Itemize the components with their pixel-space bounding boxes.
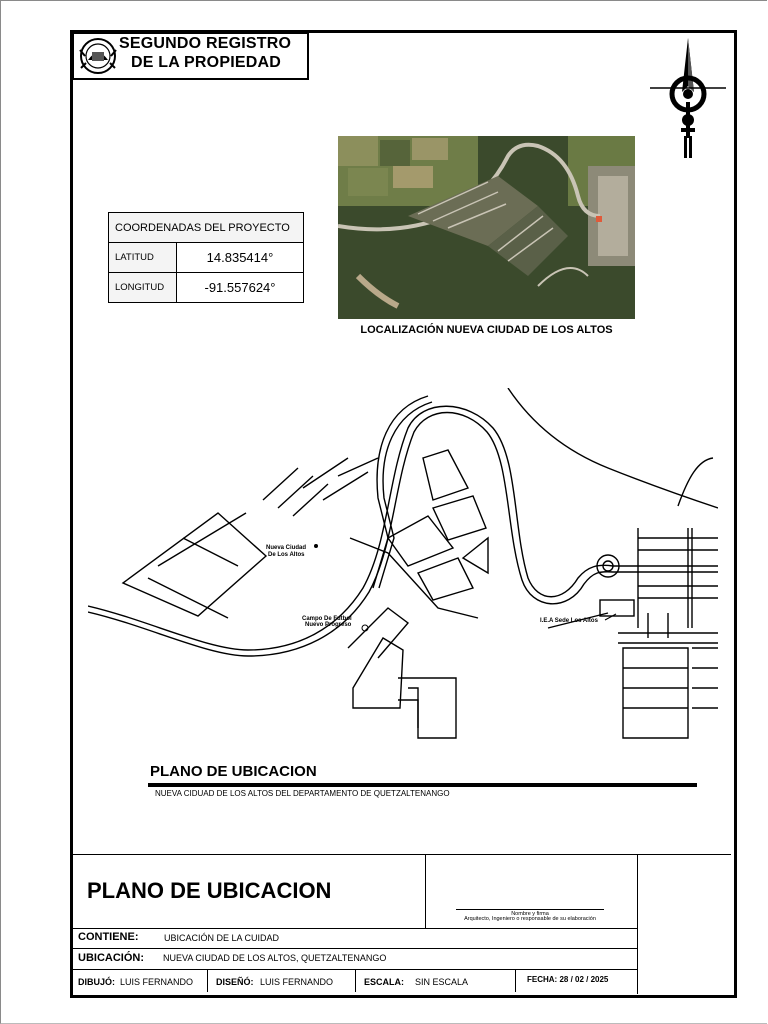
escala-value: SIN ESCALA <box>415 977 469 987</box>
longitude-value: -91.557624° <box>177 273 304 303</box>
diseno-label: DISEÑÓ: <box>216 977 254 987</box>
ubicacion-value: NUEVA CIUDAD DE LOS ALTOS, QUETZALTENANGO <box>163 953 387 963</box>
title-block-row-line-1 <box>72 928 638 929</box>
contiene-value: UBICACIÓN DE LA CUIDAD <box>164 933 280 943</box>
contiene-label: CONTIENE: <box>78 931 139 943</box>
label-campo-line1: Campo De Futbol <box>302 616 352 622</box>
dibujo-label: DIBUJÓ: <box>78 977 116 987</box>
title-block-top-line <box>72 854 731 855</box>
title-block-main-title: PLANO DE UBICACION <box>87 878 332 903</box>
coordinates-title: COORDENADAS DEL PROYECTO <box>109 213 304 243</box>
title-block-cell-3 <box>515 969 516 992</box>
escala-label: ESCALA: <box>364 977 404 987</box>
longitude-label: LONGITUD <box>109 273 177 303</box>
plan-subtitle: NUEVA CIDUAD DE LOS ALTOS DEL DEPARTAMENTO DE QUETZALTENANGO <box>155 789 450 798</box>
label-iea: I.E.A Sede Los Altos <box>540 618 598 624</box>
signature-name: Nombre y firma <box>511 911 549 917</box>
label-campo-line2: Nuevo Progreso <box>305 622 352 628</box>
title-block-row-line-2 <box>72 948 638 949</box>
signature-role: Arquitecto, Ingeniero o responsable de su elaboración <box>464 916 596 922</box>
title-block-cell-1 <box>207 969 208 992</box>
street-plan-map <box>88 388 718 754</box>
diseno-value: LUIS FERNANDO <box>260 977 334 987</box>
signature-line <box>456 909 604 910</box>
title-block-divider-2 <box>637 854 638 994</box>
registry-logo <box>72 32 309 80</box>
north-arrow-icon <box>648 36 728 162</box>
dibujo-value: LUIS FERNANDO <box>120 977 194 987</box>
latitude-label: LATITUD <box>109 243 177 273</box>
registry-seal-icon <box>78 36 118 76</box>
title-block-cell-2 <box>355 969 356 992</box>
fecha-text: FECHA: 28 / 02 / 2025 <box>527 975 609 984</box>
plan-title: PLANO DE UBICACION <box>150 763 317 780</box>
title-block-divider-1 <box>425 854 426 928</box>
registry-name-line2: DE LA PROPIEDAD <box>131 54 281 71</box>
latitude-value: 14.835414° <box>177 243 304 273</box>
label-nueva-ciudad-line2: De Los Altos <box>268 552 305 558</box>
label-nueva-ciudad-line1: Nueva Ciudad <box>266 545 307 551</box>
coordinates-table <box>108 212 304 303</box>
plan-title-rule <box>148 783 697 787</box>
ubicacion-label: UBICACIÓN: <box>78 952 144 964</box>
satellite-caption: LOCALIZACIÓN NUEVA CIUDAD DE LOS ALTOS <box>360 324 613 336</box>
satellite-image <box>338 136 635 319</box>
registry-name-line1: SEGUNDO REGISTRO <box>119 35 292 52</box>
